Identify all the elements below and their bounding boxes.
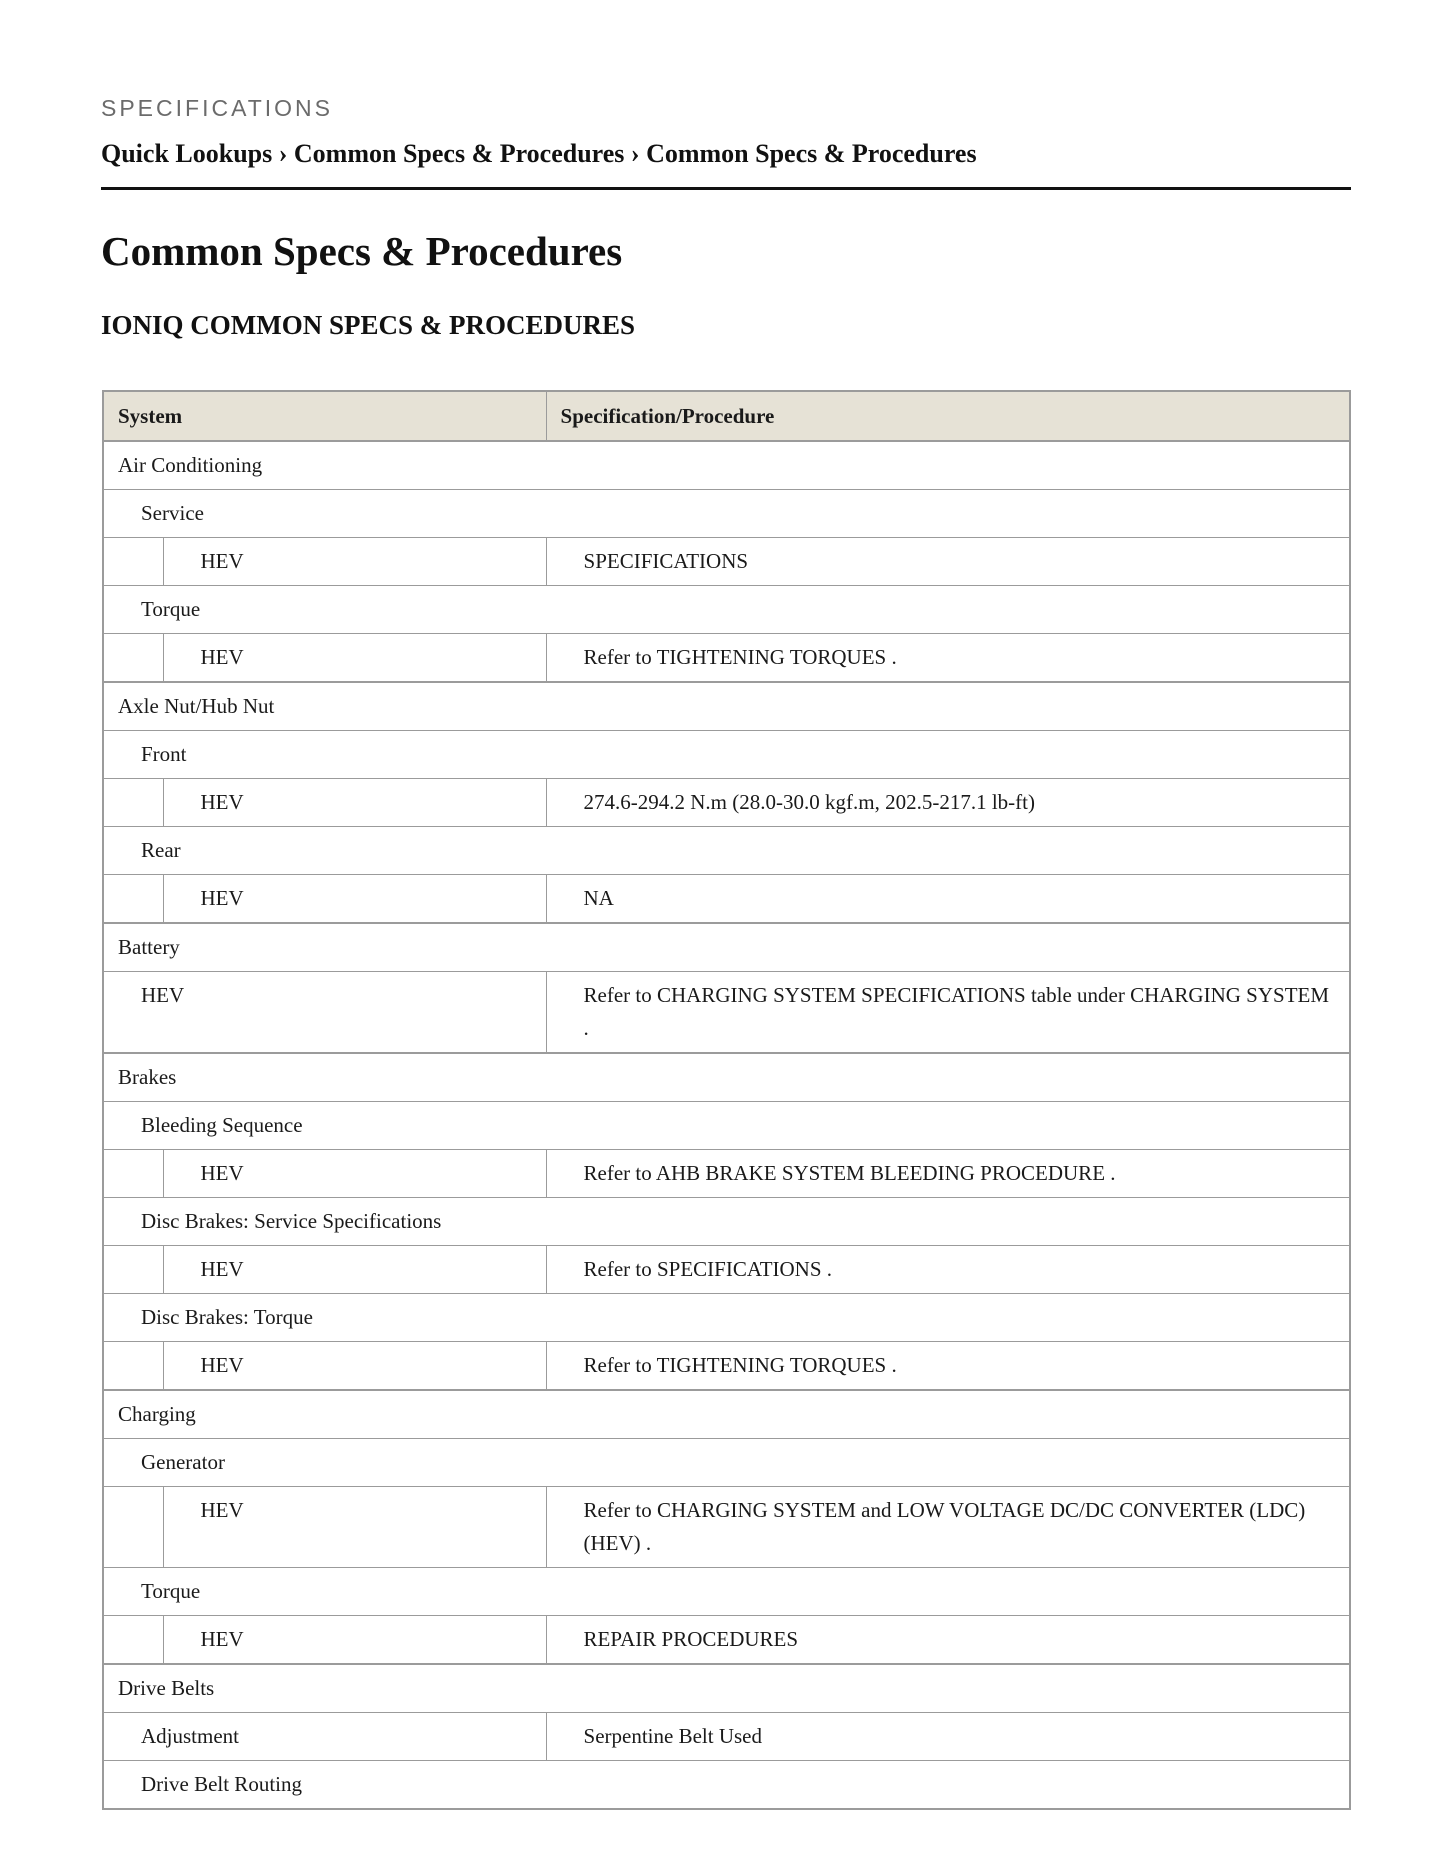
row-system-label: Bleeding Sequence xyxy=(103,1102,1350,1150)
table-row xyxy=(103,1487,1350,1568)
row-system-label: Disc Brakes: Torque xyxy=(103,1294,1350,1342)
row-system-label: HEV xyxy=(163,1150,546,1198)
row-system-label: HEV xyxy=(163,1342,546,1391)
row-specification: Refer to TIGHTENING TORQUES . xyxy=(546,1342,1350,1391)
row-system-label: Adjustment xyxy=(103,1713,546,1761)
row-system-label: HEV xyxy=(163,634,546,683)
indent-cell xyxy=(103,1150,163,1198)
table-row xyxy=(103,634,1350,683)
specs-table xyxy=(102,390,1351,1810)
header-divider xyxy=(101,187,1351,190)
row-system-label: HEV xyxy=(163,1487,546,1568)
table-row xyxy=(103,441,1350,490)
indent-cell xyxy=(103,1342,163,1391)
row-specification: SPECIFICATIONS xyxy=(546,538,1350,586)
row-specification: 274.6-294.2 N.m (28.0-30.0 kgf.m, 202.5-217.1 lb-ft) xyxy=(546,779,1350,827)
table-row xyxy=(103,1198,1350,1246)
row-system-label: HEV xyxy=(163,875,546,924)
row-system-label: Drive Belt Routing xyxy=(103,1761,1350,1810)
indent-cell xyxy=(103,779,163,827)
section-kicker: SPECIFICATIONS xyxy=(101,95,333,121)
row-specification: NA xyxy=(546,875,1350,924)
row-specification: Serpentine Belt Used xyxy=(546,1713,1350,1761)
row-system-label: Air Conditioning xyxy=(103,441,1350,490)
table-row xyxy=(103,1053,1350,1102)
row-system-label: HEV xyxy=(163,538,546,586)
row-system-label: HEV xyxy=(103,972,546,1054)
row-system-label: Disc Brakes: Service Specifications xyxy=(103,1198,1350,1246)
breadcrumb: Quick Lookups › Common Specs & Procedures › Common Specs & Procedures xyxy=(101,139,977,168)
table-row xyxy=(103,731,1350,779)
table-row xyxy=(103,586,1350,634)
row-system-label: HEV xyxy=(163,1246,546,1294)
row-system-label: Generator xyxy=(103,1439,1350,1487)
indent-cell xyxy=(103,538,163,586)
specs-table-body xyxy=(103,441,1350,1809)
table-row xyxy=(103,1342,1350,1391)
row-system-label: Battery xyxy=(103,923,1350,972)
row-system-label: Drive Belts xyxy=(103,1664,1350,1713)
row-specification: Refer to CHARGING SYSTEM and LOW VOLTAGE DC/DC CONVERTER (LDC) (HEV) . xyxy=(546,1487,1350,1568)
table-row xyxy=(103,1390,1350,1439)
row-system-label: Torque xyxy=(103,1568,1350,1616)
table-row xyxy=(103,923,1350,972)
table-row xyxy=(103,972,1350,1054)
row-specification: Refer to CHARGING SYSTEM SPECIFICATIONS table under CHARGING SYSTEM . xyxy=(546,972,1350,1054)
column-header-system: System xyxy=(103,391,546,441)
table-row xyxy=(103,490,1350,538)
indent-cell xyxy=(103,1246,163,1294)
table-row xyxy=(103,1568,1350,1616)
row-specification: Refer to SPECIFICATIONS . xyxy=(546,1246,1350,1294)
row-specification: Refer to TIGHTENING TORQUES . xyxy=(546,634,1350,683)
table-row xyxy=(103,875,1350,924)
table-row xyxy=(103,1713,1350,1761)
indent-cell xyxy=(103,1616,163,1665)
row-specification: Refer to AHB BRAKE SYSTEM BLEEDING PROCEDURE . xyxy=(546,1150,1350,1198)
row-system-label: Torque xyxy=(103,586,1350,634)
table-row xyxy=(103,1294,1350,1342)
table-row xyxy=(103,1664,1350,1713)
row-system-label: Brakes xyxy=(103,1053,1350,1102)
table-header-row xyxy=(103,391,1350,441)
table-row xyxy=(103,1439,1350,1487)
indent-cell xyxy=(103,634,163,683)
page-title: Common Specs & Procedures xyxy=(101,228,623,274)
row-specification: REPAIR PROCEDURES xyxy=(546,1616,1350,1665)
table-row xyxy=(103,682,1350,731)
row-system-label: Rear xyxy=(103,827,1350,875)
table-row xyxy=(103,1761,1350,1810)
column-header-specification: Specification/Procedure xyxy=(546,391,1350,441)
table-row xyxy=(103,1102,1350,1150)
table-row xyxy=(103,779,1350,827)
indent-cell xyxy=(103,875,163,924)
row-system-label: Charging xyxy=(103,1390,1350,1439)
row-system-label: HEV xyxy=(163,1616,546,1665)
indent-cell xyxy=(103,1487,163,1568)
table-row xyxy=(103,1246,1350,1294)
table-row xyxy=(103,1150,1350,1198)
row-system-label: HEV xyxy=(163,779,546,827)
page-subtitle: IONIQ COMMON SPECS & PROCEDURES xyxy=(101,310,636,340)
table-row xyxy=(103,1616,1350,1665)
row-system-label: Service xyxy=(103,490,1350,538)
row-system-label: Front xyxy=(103,731,1350,779)
row-system-label: Axle Nut/Hub Nut xyxy=(103,682,1350,731)
table-row xyxy=(103,538,1350,586)
table-row xyxy=(103,827,1350,875)
